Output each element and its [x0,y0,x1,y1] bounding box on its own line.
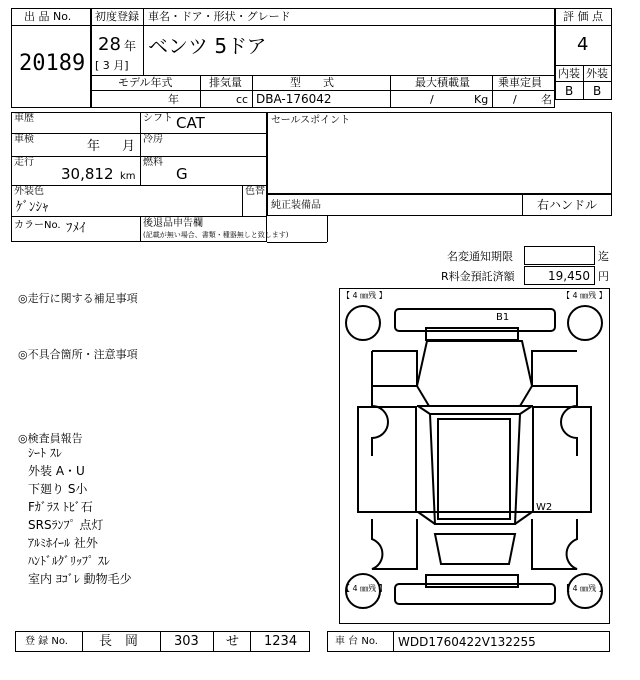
registration-plate-number: 1234 [264,634,298,649]
interior-grade: B [565,84,574,98]
recycle-value: 19,450 [548,269,590,283]
max-load-unit: Kg [474,93,489,106]
history-label: 車歴 [14,113,34,124]
capacity-unit: 名 [541,93,552,106]
recycle-unit: 円 [598,270,609,283]
hood [417,341,532,406]
trunk [435,534,515,564]
lot-number-label: 出 品 No. [24,10,72,23]
list-item: 室内 ﾖｺﾞﾚ 動物毛少 [28,572,132,586]
capacity-label: 乗車定員 [498,76,542,89]
roof [430,414,520,524]
registration-number-label: 登 録 No. [25,636,68,647]
interior-label: 内装 [558,67,580,80]
title-change-label: 名変通知期限 [447,250,513,263]
registration-year-unit: 年 [124,39,137,53]
list-item: ｱﾙﾐﾎｲｰﾙ 社外 [28,536,98,550]
displacement-unit: cc [236,93,249,106]
tire-depth-front-left: 【 4 ㎜残 】 [342,291,387,300]
exterior-grade: B [593,84,602,98]
registration-year: 28 [98,34,121,55]
ac-label: 冷房 [143,134,163,145]
type-label: 型 式 [290,76,334,89]
model-year-unit: 年 [168,93,179,106]
rear-lamp-strip [426,575,518,587]
defects-title: ◎不具合箇所・注意事項 [18,348,138,361]
registration-area: 長 岡 [99,634,139,649]
list-item: Fｶﾞﾗｽ ﾄﾋﾞ石 [28,500,93,514]
mileage-value: 30,812 [61,165,114,183]
car-diagram [339,288,610,624]
sales-points-label: セールスポイント [271,115,351,126]
damage-mark-b1: B1 [496,312,510,323]
fuel-value: G [176,165,188,183]
exterior-color-label: 外装色 [14,186,44,197]
tire-front-left [346,306,380,340]
shift-label: シフト [143,113,173,124]
driving-notes-title: ◎走行に関する補足事項 [18,292,138,305]
front-grille [426,328,518,340]
inspection-label: 車検 [14,134,34,145]
exterior-label: 外装 [586,67,608,80]
tire-depth-rear-right: 【 4 ㎜残 】 [562,584,607,593]
shift-value: CAT [176,114,205,132]
color-no-label: カラーNo. [14,220,61,231]
list-item: SRSﾗﾝﾌﾟ 点灯 [28,518,104,532]
damage-mark-w2: W2 [536,502,553,513]
first-registration-label: 初度登録 [95,10,139,23]
title-change-unit: 迄 [598,250,609,263]
chassis-number: WDD1760422V132255 [398,635,536,649]
title-change-field [524,246,595,265]
car-outline-drawing [340,289,609,623]
grade-label: 評 価 点 [563,10,603,23]
tire-depth-rear-left: 【 4 ㎜残 】 [342,584,387,593]
inspector-report-title: ◎検査員報告 [18,432,83,445]
max-load-slash: / [430,93,434,106]
inspection-month-unit: 月 [122,139,136,154]
displacement-label: 排気量 [209,76,242,89]
list-item: 外装 A・U [28,464,85,478]
aftermarket-note: (記載が無い場合、書類・種器無しと致します) [143,231,289,239]
tire-depth-front-right: 【 4 ㎜残 】 [562,291,607,300]
capacity-slash: / [513,93,517,106]
car-name: ベンツ 5ドア [148,34,267,58]
mileage-unit: km [120,171,136,182]
aftermarket-label: 後退品申告欄 [143,218,203,229]
list-item: ﾊﾝﾄﾞﾙｸﾞﾘｯﾌﾟ ｽﾚ [28,554,110,568]
fuel-label: 燃料 [143,157,163,168]
recycle-label: R料金預託済額 [441,270,515,283]
inspection-year-unit: 年 [87,139,101,154]
genuine-equipment-label: 純正装備品 [271,200,321,211]
registration-class: 303 [174,634,199,649]
registration-month: [ 3 月] [95,59,129,72]
list-item: 下廻り S小 [28,482,88,496]
list-item: ｼｰﾄ ｽﾚ [28,446,62,460]
type-value: DBA-176042 [256,92,332,106]
model-year-label: モデル年式 [118,76,173,89]
registration-kana: せ [226,634,240,649]
tire-front-right [568,306,602,340]
steering-value: 右ハンドル [537,198,598,212]
max-load-label: 最大積載量 [415,76,470,89]
overall-grade: 4 [577,34,589,55]
chassis-number-label: 車 台 No. [335,636,378,647]
lot-number: 20189 [19,51,86,76]
model-grade-label: 車名・ドア・形状・グレード [148,10,291,23]
color-no-value: ﾌﾒｲ [66,221,86,236]
mileage-label: 走行 [14,157,34,168]
color-change-label: 色替 [245,186,265,197]
exterior-color-value: ｹﾞﾝｼｬ [16,200,49,215]
